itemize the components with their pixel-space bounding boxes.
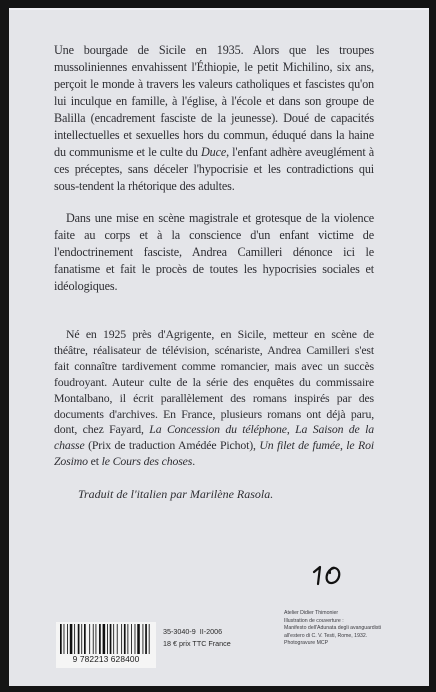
credit-line: Atelier Didier Thimonier [284,610,339,616]
handwritten-mark [310,562,350,588]
price-label: 18 € prix TTC France [163,639,231,648]
credit-line: Photogravure MCP [284,640,329,647]
bio-separator: , [339,438,347,453]
cover-credits [284,610,424,648]
barcode-bar [137,624,140,654]
author-bio [54,327,374,470]
barcode-bar [84,624,86,654]
book-title: La Saison de la chasse [54,422,374,453]
summary-paragraph-1 [54,42,374,195]
barcode-bar [110,624,112,654]
barcode-bar [96,624,97,654]
isbn-barcode [56,622,156,668]
publisher-date: II-2006 [199,627,223,636]
book-title: Un filet de fumée [259,438,340,453]
barcode-bar [103,624,106,654]
barcode-bar [131,624,132,654]
barcode-bar [74,624,75,654]
summary-italic-duce: Duce [200,145,227,159]
barcode-bar [149,624,150,654]
book-title: le Cours des choses [101,454,193,469]
bio-separator: , [286,422,296,437]
barcode-bar [64,624,65,654]
barcode-bar [127,624,128,654]
summary-paragraph-2: Dans une mise en scène magistrale et grotesque de la violence faite au corps et à la conscience d'un enfant victime de l'endoctrinement fasciste, Andrea Camilleri dénonce ici le fanatisme et fait le procès de toutes les hypocrisies sociales et idéologiques. [54,211,374,293]
credit-line: Illustration de couverture : [284,617,344,624]
barcode-bar [135,624,136,654]
bio-text: (Prix de traduction Amédée Pichot), [84,438,260,453]
barcode-bar [99,624,101,654]
bio-text: . [192,454,196,469]
bio-text: et [87,454,102,469]
summary-text-part: Une bourgade de Sicile en 1935. Alors que les troupes mussoliniennes envahissent l'Éthiopie, le petit Michilino, six ans, perçoit le monde à travers les valeurs catholiques et fascistes qu'on lui inculque en famille, à l'église, à l'école et dans son groupe de Balilla (encadrement fasciste de la jeunesse). Doué de capacités intellectuelles et sexuelles hors du commun, éduqué dans la haine du communisme et le culte du [54,43,374,159]
barcode-bar [60,624,62,654]
summary-text-part: , l'enfant adhère aveuglément à ces préceptes, sans déceler l'hypocrisie et les contradictions qui sous-tendent la rhétorique des adultes. [54,145,374,193]
barcode-bar [78,624,80,654]
book-title: le Roi Zosimo [54,438,374,469]
barcode-bar [143,624,144,654]
barcode-bar [70,624,73,654]
barcode-bar [67,624,68,654]
book-title: La Concession du téléphone [149,422,287,437]
translator-credit: Traduit de l'italien par Marilène Rasola. [78,487,274,501]
barcode-bar [89,624,90,654]
bio-text: Né en 1925 près d'Agrigente, en Sicile, metteur en scène de théâtre, réalisateur de télévision, scénariste, Andrea Camilleri s'est fait connaître tardivement comme romancier, mais avec un succès foudroyant. Auteur culte de la série des enquêtes du commissaire Montalbano, il écrit parallèlement des romans inspirés par des documents d'archives. En France, plusieurs romans ont déjà paru, dont, chez Fayard, [54,327,374,437]
publisher-reference [163,626,231,650]
barcode-bar [93,624,94,654]
credit-line: Manifesto dell'Adunata degli avanguardisti [284,625,382,632]
barcode-bar [81,624,82,654]
barcode-bar [117,624,118,654]
barcode-bar [124,624,126,654]
credit-line: all'estero di C. V. Testi, Rome, 1932. [284,632,368,639]
publisher-code: 35-3040-9 [163,627,196,636]
barcode-bar [121,624,122,654]
barcode-number: 9 782213 628400 [72,654,140,664]
barcode-bar [145,624,147,654]
barcode-bars [60,624,152,654]
barcode-bar [107,624,108,654]
barcode-bar [113,624,114,654]
